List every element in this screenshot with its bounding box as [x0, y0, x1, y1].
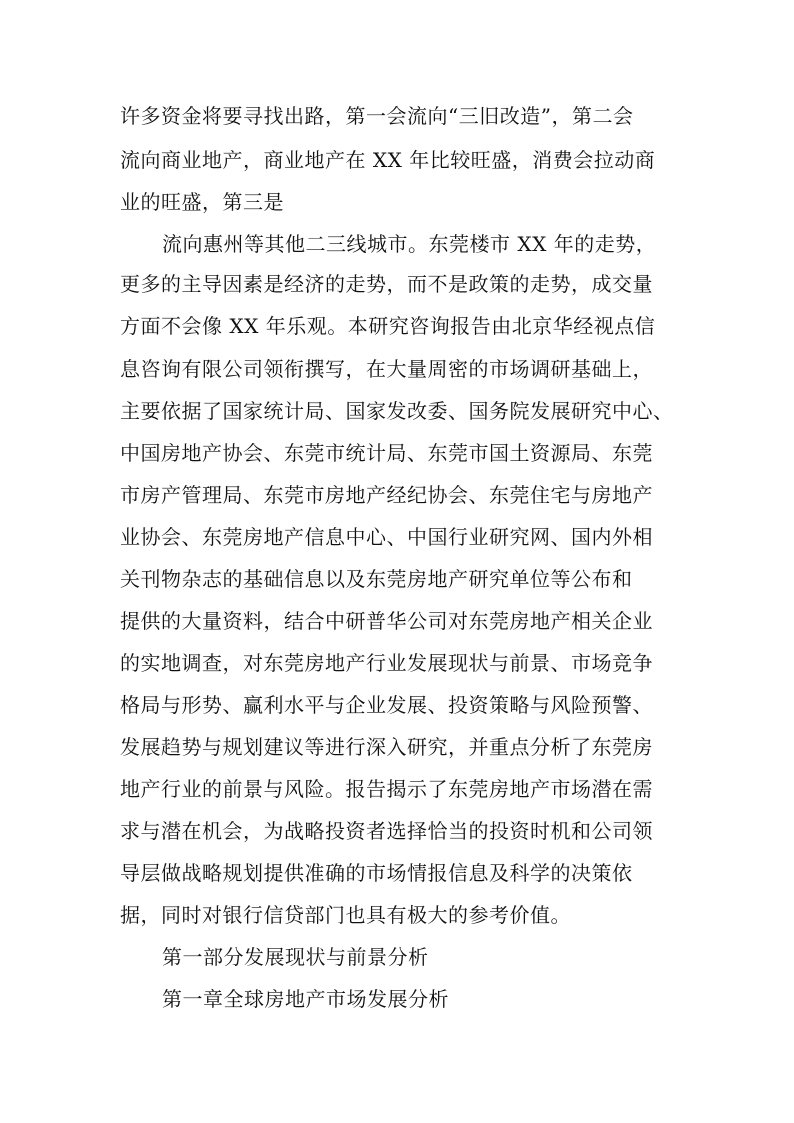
text-line: 的实地调查，对东莞房地产行业发展现状与前景、市场竞争	[120, 651, 653, 675]
section-heading: 第一部分发展现状与前景分析	[162, 945, 429, 969]
text-line: 业的旺盛，第三是	[120, 190, 284, 214]
text-line: 业协会、东莞房地产信息中心、中国行业研究网、国内外相	[120, 525, 653, 549]
text-line: 地产行业的前景与风险。报告揭示了东莞房地产市场潜在需	[120, 777, 653, 801]
text-line: 流向商业地产，商业地产在 XX 年比较旺盛，消费会拉动商	[120, 148, 656, 172]
text-line: 中国房地产协会、东莞市统计局、东莞市国土资源局、东莞	[120, 441, 653, 465]
chapter-heading: 第一章全球房地产市场发展分析	[162, 987, 449, 1011]
text-line: 据，同时对银行信贷部门也具有极大的参考价值。	[120, 903, 571, 927]
text-line: 更多的主导因素是经济的走势，而不是政策的走势，成交量	[120, 272, 653, 296]
text-line: 许多资金将要寻找出路，第一会流向“三旧改造”，第二会	[120, 104, 634, 128]
text-line: 息咨询有限公司领衔撰写，在大量周密的市场调研基础上，	[120, 357, 653, 381]
text-line: 格局与形势、赢利水平与企业发展、投资策略与风险预警、	[120, 693, 653, 717]
text-line: 发展趋势与规划建议等进行深入研究，并重点分析了东莞房	[120, 735, 653, 759]
text-line: 流向惠州等其他二三线城市。东莞楼市 XX 年的走势，	[162, 232, 657, 256]
text-line: 提供的大量资料，结合中研普华公司对东莞房地产相关企业	[120, 609, 653, 633]
text-line: 市房产管理局、东莞市房地产经纪协会、东莞住宅与房地产	[120, 483, 653, 507]
text-line: 导层做战略规划提供准确的市场情报信息及科学的决策依	[120, 861, 633, 885]
text-line: 方面不会像 XX 年乐观。本研究咨询报告由北京华经视点信	[120, 314, 656, 338]
text-line: 求与潜在机会，为战略投资者选择恰当的投资时机和公司领	[120, 819, 653, 843]
text-line: 主要依据了国家统计局、国家发改委、国务院发展研究中心、	[120, 399, 674, 423]
text-line: 关刊物杂志的基础信息以及东莞房地产研究单位等公布和	[120, 567, 633, 591]
